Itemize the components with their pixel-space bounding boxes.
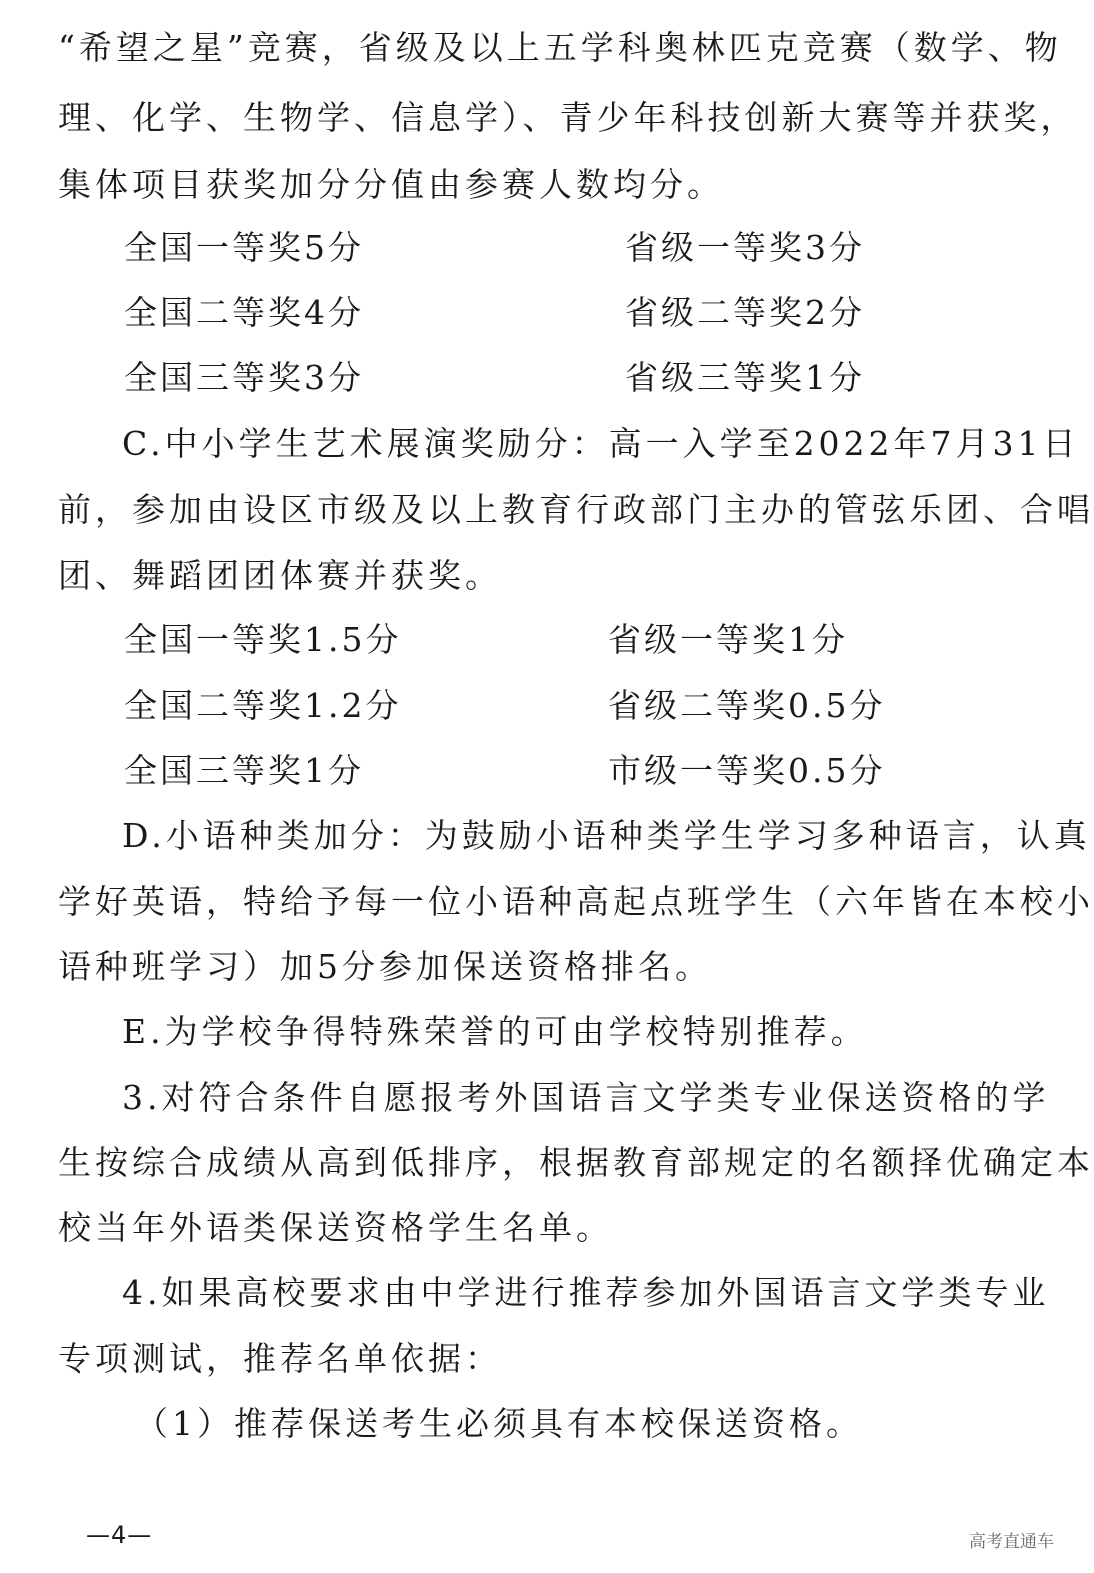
award-item: 全国三等奖1分 — [124, 751, 364, 790]
section-4-line: 4.如果高校要求由中学进行推荐参加外国语言文学类专业 — [122, 1273, 1050, 1312]
award-item: 市级一等奖0.5分 — [608, 751, 886, 790]
section-c-line: 团、舞蹈团团体赛并获奖。 — [58, 556, 502, 595]
section-c-line: C.中小学生艺术展演奖励分：高一入学至2022年7月31日 — [122, 424, 1080, 463]
award-item: 省级一等奖3分 — [625, 228, 865, 267]
watermark-text: 高考直通车 — [969, 1532, 1054, 1552]
award-item: 全国一等奖5分 — [124, 228, 364, 267]
award-item: 全国二等奖4分 — [124, 293, 364, 332]
section-3-line: 生按综合成绩从高到低排序，根据教育部规定的名额择优确定本 — [58, 1143, 1094, 1182]
paragraph-line: 理、化学、生物学、信息学）、青少年科技创新大赛等并获奖， — [58, 98, 1078, 137]
award-item: 省级二等奖2分 — [625, 293, 865, 332]
section-d-line: D.小语种类加分：为鼓励小语种类学生学习多种语言，认真 — [122, 816, 1091, 855]
section-3-line: 校当年外语类保送资格学生名单。 — [58, 1208, 613, 1247]
paragraph-line: 集体项目获奖加分分值由参赛人数均分。 — [58, 165, 724, 204]
section-c-line: 前，参加由设区市级及以上教育行政部门主办的管弦乐团、合唱 — [58, 490, 1094, 529]
paragraph-line: “希望之星”竞赛，省级及以上五学科奥林匹克竞赛（数学、物 — [58, 28, 1062, 67]
award-item: 省级三等奖1分 — [625, 358, 865, 397]
section-4-line: 专项测试，推荐名单依据： — [58, 1339, 502, 1378]
award-item: 全国三等奖3分 — [124, 358, 364, 397]
award-item: 省级二等奖0.5分 — [608, 686, 886, 725]
award-item: 全国二等奖1.2分 — [124, 686, 402, 725]
section-d-line: 学好英语，特给予每一位小语种高起点班学生（六年皆在本校小 — [58, 882, 1094, 921]
award-item: 省级一等奖1分 — [608, 620, 848, 659]
section-3-line: 3.对符合条件自愿报考外国语言文学类专业保送资格的学 — [122, 1078, 1050, 1117]
item-1-line: （1）推荐保送考生必须具有本校保送资格。 — [135, 1404, 863, 1443]
award-item: 全国一等奖1.5分 — [124, 620, 402, 659]
section-d-line: 语种班学习）加5分参加保送资格排名。 — [58, 947, 712, 986]
section-e-line: E.为学校争得特殊荣誉的可由学校特别推荐。 — [122, 1012, 868, 1051]
page-number: —4— — [86, 1521, 153, 1549]
